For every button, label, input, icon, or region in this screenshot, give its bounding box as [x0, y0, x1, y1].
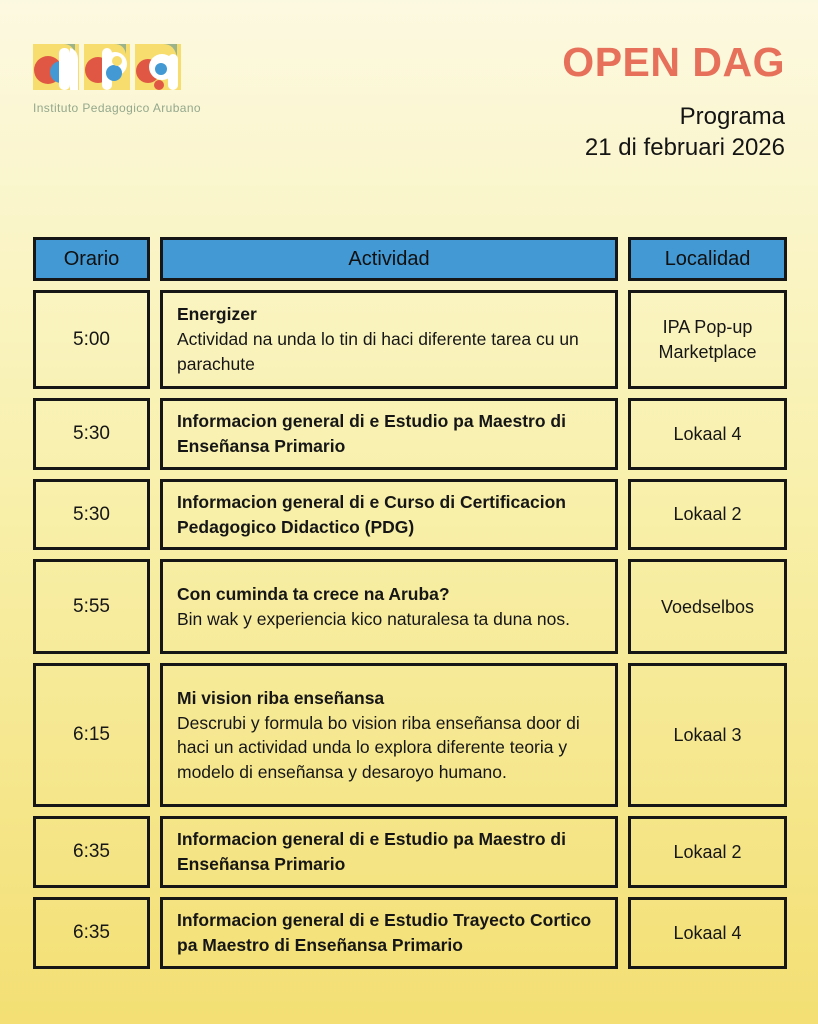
subtitle-line-date: 21 di februari 2026 [584, 134, 785, 161]
activity-description: Descrubi y formula bo vision riba enseñansa door di haci un actividad unda lo explora diferente teoria y modelo di enseñansa y desaroyo humano. [177, 712, 580, 783]
activity-cell [160, 479, 618, 551]
location-cell: Lokaal 2 [628, 816, 787, 888]
logo-caption: Instituto Pedagogico Arubano [33, 101, 201, 115]
activity-title: Mi vision riba enseñansa [177, 687, 385, 708]
table-row [33, 816, 787, 888]
activity-title: Energizer [177, 304, 257, 325]
table-row [33, 479, 787, 551]
location-cell: Lokaal 3 [628, 663, 787, 807]
activity-cell [160, 663, 618, 807]
column-header-localidad: Localidad [628, 237, 787, 281]
program-subtitle [562, 101, 785, 163]
activity-cell [160, 816, 618, 888]
table-row [33, 897, 787, 969]
activity-title: Con cuminda ta crece na Aruba? [177, 584, 450, 605]
time-cell: 5:55 [33, 559, 150, 654]
activity-cell [160, 398, 618, 470]
activity-title: Informacion general di e Estudio Trayecto Cortico pa Maestro di Enseñansa Primario [177, 910, 592, 955]
ipa-logo [33, 42, 213, 115]
page-title: OPEN DAG [562, 39, 785, 85]
location-cell: Voedselbos [628, 559, 787, 654]
table-row [33, 559, 787, 654]
schedule-table-body [33, 290, 787, 969]
time-cell: 6:35 [33, 816, 150, 888]
table-header-row [33, 237, 787, 281]
activity-title: Informacion general di e Estudio pa Maestro di Enseñansa Primario [177, 829, 566, 875]
activity-cell [160, 559, 618, 654]
location-cell: Lokaal 4 [628, 897, 787, 969]
table-row [33, 398, 787, 470]
activity-description: Bin wak y experiencia kico naturalesa ta duna nos. [177, 608, 571, 629]
location-cell: IPA Pop-up Marketplace [628, 290, 787, 389]
time-cell: 6:15 [33, 663, 150, 807]
table-row [33, 290, 787, 389]
location-cell: Lokaal 2 [628, 479, 787, 551]
time-cell: 6:35 [33, 897, 150, 969]
ipa-logo-mark [33, 42, 181, 92]
activity-cell [160, 290, 618, 389]
activity-description: Actividad na unda lo tin di haci diferente tarea cu un parachute [177, 329, 579, 374]
column-header-actividad: Actividad [160, 237, 618, 281]
time-cell: 5:30 [33, 479, 150, 551]
column-header-orario: Orario [33, 237, 150, 281]
activity-cell [160, 897, 618, 969]
location-cell: Lokaal 4 [628, 398, 787, 470]
table-row [33, 663, 787, 807]
header-title-block [562, 39, 785, 163]
activity-title: Informacion general di e Estudio pa Maestro di Enseñansa Primario [177, 411, 566, 456]
time-cell: 5:00 [33, 290, 150, 389]
subtitle-line-programa: Programa [679, 103, 785, 130]
time-cell: 5:30 [33, 398, 150, 470]
activity-title: Informacion general di e Curso di Certificacion Pedagogico Didactico (PDG) [177, 491, 566, 537]
schedule-table [33, 237, 787, 978]
